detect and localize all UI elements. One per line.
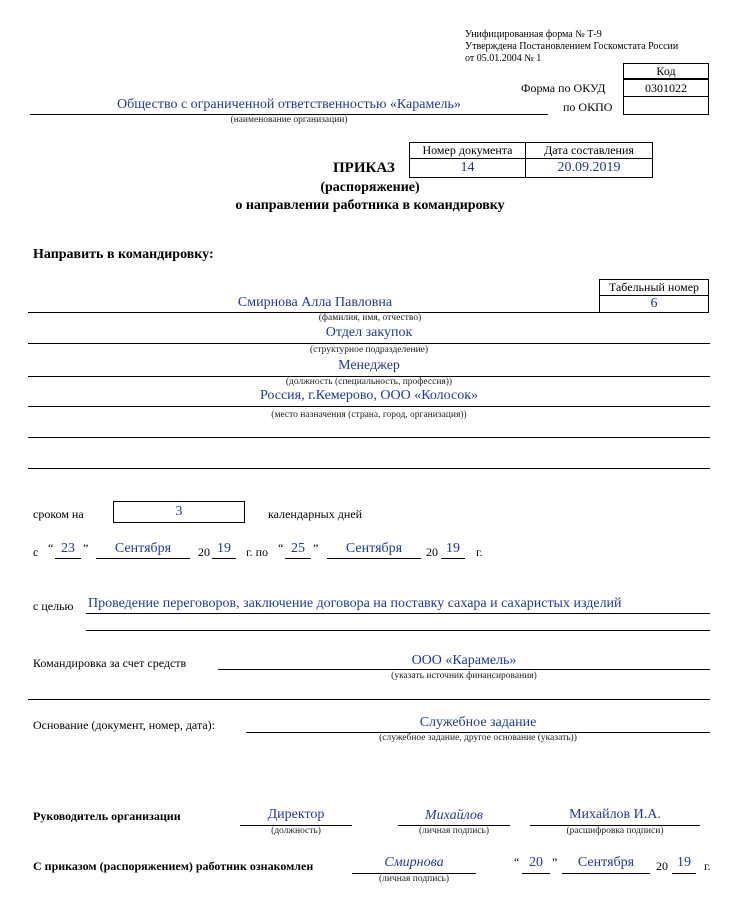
doc-subtitle: (распоряжение) xyxy=(320,180,420,195)
to-quote-close: ” xyxy=(313,541,319,555)
department-underline xyxy=(28,343,710,344)
basis-value: Служебное задание xyxy=(419,715,537,730)
purpose-line-2 xyxy=(86,630,710,631)
term-days-label: календарных дней xyxy=(268,507,363,521)
doc-title: ПРИКАЗ xyxy=(333,160,395,176)
form-header-line3: от 05.01.2004 № 1 xyxy=(465,53,542,64)
from-year-underline xyxy=(212,558,236,559)
destination-line-3 xyxy=(28,468,710,469)
acknowledge-month-underline xyxy=(562,873,650,874)
from-day: 23 xyxy=(61,541,75,556)
acknowledge-label: С приказом (распоряжением) работник ознакомлен xyxy=(33,859,314,873)
head-name: Михайлов И.А. xyxy=(569,807,661,822)
purpose-underline xyxy=(86,613,710,614)
purpose-label: с целью xyxy=(33,599,74,613)
doc-purpose-title: о направлении работника в командировку xyxy=(235,198,505,213)
from-year: 19 xyxy=(217,541,231,556)
position-caption: (должность (специальность, профессия)) xyxy=(285,377,453,387)
to-label: г. по xyxy=(246,545,268,559)
funding-value: ООО «Карамель» xyxy=(411,653,517,668)
tab-number-header: Табельный номер xyxy=(599,279,709,296)
okud-label: Форма по ОКУД xyxy=(521,81,606,95)
term-days: 3 xyxy=(113,501,245,523)
tab-number: 6 xyxy=(599,295,709,313)
acknowledge-year: 19 xyxy=(677,855,691,870)
head-signature-caption: (личная подпись) xyxy=(418,826,490,836)
acknowledge-day-underline xyxy=(522,873,550,874)
department: Отдел закупок xyxy=(325,325,413,340)
to-year: 19 xyxy=(446,541,460,556)
purpose-text: Проведение переговоров, заключение договора на поставку сахара и сахаристых изделий xyxy=(88,596,622,611)
funding-underline xyxy=(218,669,710,670)
head-signature: Михайлов xyxy=(424,808,484,823)
head-position: Директор xyxy=(267,807,325,822)
from-month-underline xyxy=(96,558,190,559)
doc-date-header: Дата составления xyxy=(525,142,653,159)
acknowledge-month: Сентября xyxy=(577,855,635,870)
position: Менеджер xyxy=(338,358,400,373)
acknowledge-year-underline xyxy=(672,873,696,874)
organization-caption: (наименование организации) xyxy=(230,115,348,125)
to-year-prefix: 20 xyxy=(426,545,438,559)
organization-name: Общество с ограниченной ответственностью «Карамель» xyxy=(117,97,461,112)
department-caption: (структурное подразделение) xyxy=(309,345,429,355)
acknowledge-year-prefix: 20 xyxy=(656,859,668,873)
form-header-line1: Унифицированная форма № Т-9 xyxy=(465,29,602,40)
destination-underline xyxy=(28,406,710,407)
to-quote-open: “ xyxy=(278,541,284,555)
basis-caption: (служебное задание, другое основание (указать)) xyxy=(379,733,577,743)
funding-label: Командировка за счет средств xyxy=(33,656,187,670)
from-month: Сентября xyxy=(114,541,172,556)
from-label: с xyxy=(33,545,39,559)
basis-label: Основание (документ, номер, дата): xyxy=(33,718,215,732)
head-position-caption: (должность) xyxy=(271,826,321,836)
head-label: Руководитель организации xyxy=(33,809,181,823)
from-day-underline xyxy=(55,558,81,559)
employee-name: Смирнова Алла Павловна xyxy=(237,295,393,310)
destination-caption: (место назначения (страна, город, организация)) xyxy=(271,410,467,420)
okpo-value xyxy=(623,96,709,115)
head-name-caption: (расшифровка подписи) xyxy=(566,826,664,836)
acknowledge-year-suffix: г. xyxy=(704,859,711,873)
to-month: Сентября xyxy=(345,541,403,556)
kod-header: Код xyxy=(623,63,709,79)
acknowledge-signature-caption: (личная подпись) xyxy=(378,874,450,884)
doc-date: 20.09.2019 xyxy=(525,158,653,178)
okud-value: 0301022 xyxy=(623,79,709,97)
acknowledge-signature: Смирнова xyxy=(384,855,444,870)
acknowledge-day: 20 xyxy=(529,855,543,870)
funding-caption: (указать источник финансирования) xyxy=(391,671,537,681)
to-year-suffix: г. xyxy=(476,545,483,559)
from-year-prefix: 20 xyxy=(198,545,210,559)
to-day: 25 xyxy=(291,541,305,556)
term-label: сроком на xyxy=(33,507,84,521)
destination: Россия, г.Кемерово, ООО «Колосок» xyxy=(259,388,479,403)
okpo-label: по ОКПО xyxy=(563,100,613,114)
employee-name-caption: (фамилия, имя, отчество) xyxy=(318,313,422,323)
doc-number-header: Номер документа xyxy=(409,142,526,159)
form-header-line2: Утверждена Постановлением Госкомстата России xyxy=(465,41,679,52)
funding-line-2 xyxy=(28,699,710,700)
to-day-underline xyxy=(285,558,311,559)
from-quote-open: “ xyxy=(48,541,54,555)
direct-label: Направить в командировку: xyxy=(33,247,214,262)
ack-quote-open: “ xyxy=(514,855,520,869)
doc-number: 14 xyxy=(409,158,526,178)
destination-line-2 xyxy=(28,437,710,438)
from-quote-close: ” xyxy=(83,541,89,555)
to-month-underline xyxy=(327,558,421,559)
ack-quote-close: ” xyxy=(552,855,558,869)
to-year-underline xyxy=(441,558,465,559)
